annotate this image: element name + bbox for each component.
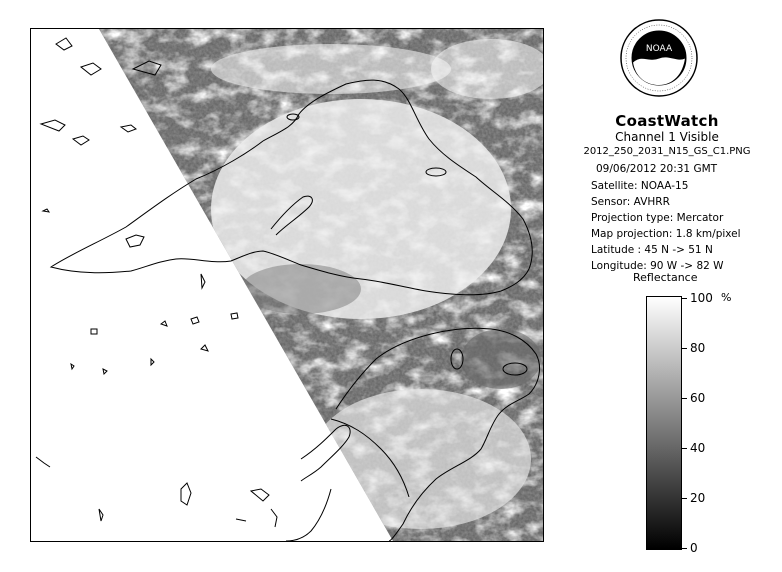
small-lake-outline <box>91 329 97 334</box>
projection-type-label: Projection type: Mercator <box>591 212 724 224</box>
southern-shoreline <box>286 489 331 541</box>
small-lake-outline <box>71 364 74 369</box>
colorbar-tick <box>682 448 687 449</box>
colorbar-tick-label: 60 <box>690 391 706 405</box>
small-lake-outline <box>191 317 199 324</box>
colorbar-tick-label: 100 <box>690 291 713 305</box>
map-svg <box>31 29 543 541</box>
noaa-logo <box>619 18 699 98</box>
satellite-label: Satellite: NOAA-15 <box>591 180 689 192</box>
map-projection-label: Map projection: 1.8 km/pixel <box>591 228 741 240</box>
colorbar-tick-label: 40 <box>690 441 706 455</box>
colorbar-tick <box>682 348 687 349</box>
small-lake-outline <box>103 369 107 374</box>
small-lake-outline <box>43 209 49 212</box>
small-lake-outline <box>161 321 167 326</box>
small-lake-outline <box>231 313 238 319</box>
colorbar-tick <box>682 398 687 399</box>
datetime-label: 09/06/2012 20:31 GMT <box>596 163 718 175</box>
filename-label: 2012_250_2031_N15_GS_C1.PNG <box>583 146 751 157</box>
colorbar-tick-label: 20 <box>690 491 706 505</box>
small-lake-outline <box>201 274 205 288</box>
small-lake-outline <box>99 509 103 521</box>
small-lake-outline <box>201 345 208 351</box>
colorbar-tick <box>682 548 687 549</box>
small-lake-outline <box>236 519 246 521</box>
colorbar-tick-label: 80 <box>690 341 706 355</box>
small-lake-outline <box>271 509 277 527</box>
small-lake-outline <box>151 359 154 365</box>
colorbar-title: Reflectance <box>633 271 698 284</box>
small-lake-outline <box>121 125 136 132</box>
colorbar <box>646 296 682 550</box>
channel-label: Channel 1 Visible <box>615 130 719 144</box>
small-lake-outline <box>56 38 72 50</box>
sensor-label: Sensor: AVHRR <box>591 196 670 208</box>
imagery-swath <box>31 29 543 541</box>
colorbar-tick-label: 0 <box>690 541 698 555</box>
satellite-map[interactable] <box>30 28 544 542</box>
small-lake-outline <box>36 457 50 467</box>
colorbar-tick <box>682 298 687 299</box>
colorbar-unit: % <box>721 291 732 304</box>
small-lake-outline <box>41 120 65 131</box>
small-lake-outline <box>126 235 144 247</box>
small-lake-outline <box>181 483 191 505</box>
product-title: CoastWatch <box>615 112 719 130</box>
longitude-label: Longitude: 90 W -> 82 W <box>591 260 724 272</box>
small-lake-outline <box>251 489 269 501</box>
noaa-logo-text: NOAA <box>645 44 673 54</box>
colorbar-tick <box>682 498 687 499</box>
small-lake-outline <box>73 136 89 145</box>
small-lake-outline <box>81 63 101 75</box>
latitude-label: Latitude : 45 N -> 51 N <box>591 244 713 256</box>
